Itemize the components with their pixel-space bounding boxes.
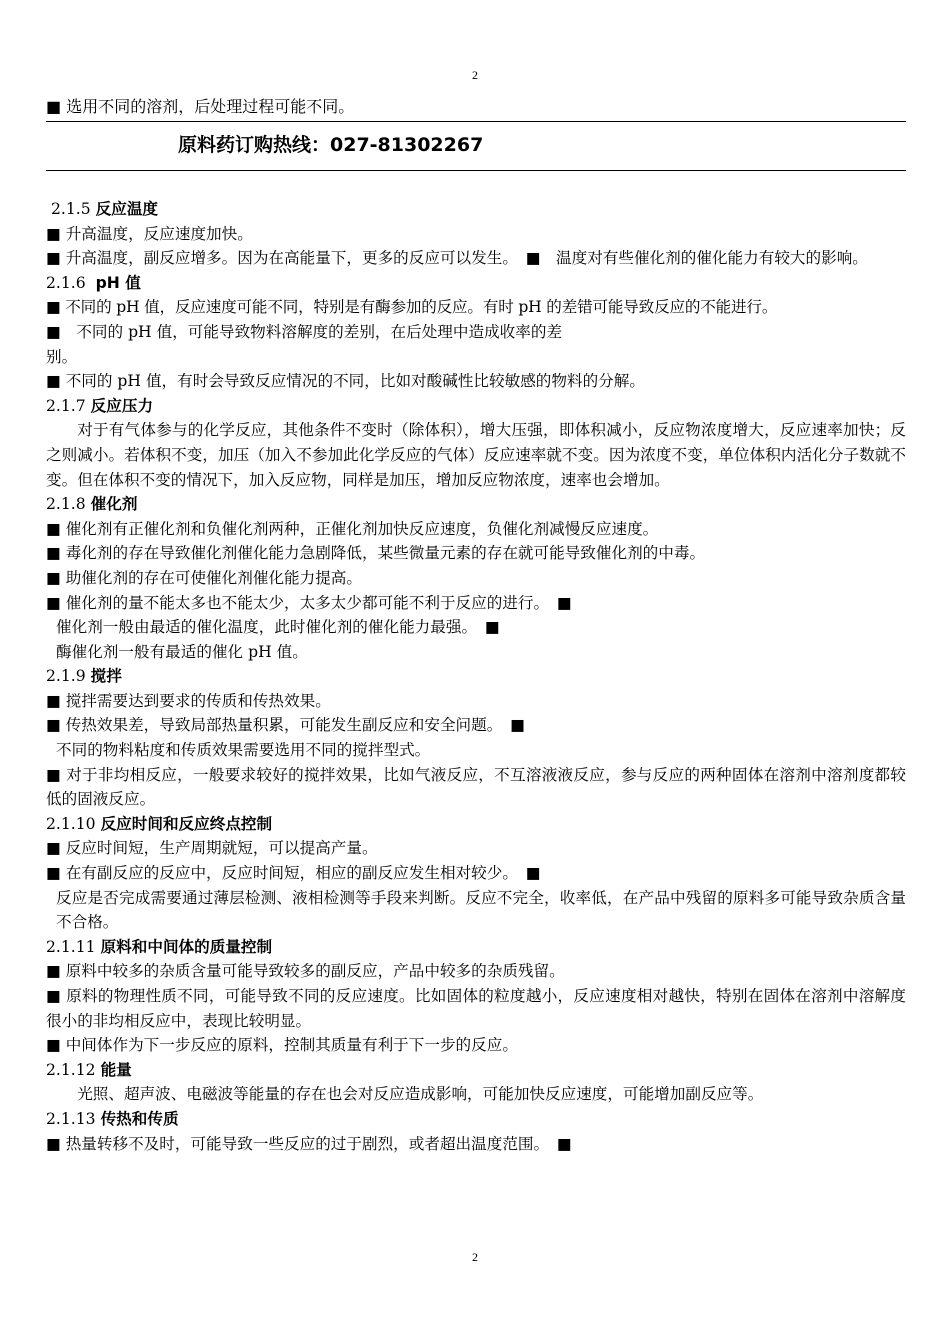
section-heading-2-1-10: 2.1.10 反应时间和反应终点控制 xyxy=(46,814,273,833)
page-number-bottom: 2 xyxy=(472,1250,478,1264)
paragraph: 催化剂一般由最适的催化温度，此时催化剂的催化能力最强。 ■ xyxy=(56,618,500,637)
hotline-banner: 原料药订购热线：027-81302267 xyxy=(178,134,484,156)
paragraph: 对于有气体参与的化学反应，其他条件不变时（除体积），增大压强，即体积减小，反应物浓度增大，反应速率加快；反之则减小。若体积不变，加压（加入不参加此化学反应的气体）反应速率就不变。因为浓度不变，单位体积内活化分子数就不变。但在体积不变的情况下，加入反应物，同样是加压，增加反应物浓度，速率也会增加。 xyxy=(46,421,906,489)
page-number-top: 2 xyxy=(472,68,478,82)
paragraph: 反应是否完成需要通过薄层检测、液相检测等手段来判断。反应不完全，收率低，在产品中残留的原料多可能导致杂质含量不合格。 xyxy=(56,888,906,932)
paragraph: ■ 中间体作为下一步反应的原料，控制其质量有利于下一步的反应。 xyxy=(46,1036,518,1055)
paragraph: ■ 不同的 pH 值，可能导致物料溶解度的差别，在后处理中造成收率的差 xyxy=(46,322,563,341)
section-heading-2-1-5: 2.1.5 反应温度 xyxy=(50,200,159,218)
paragraph: ■ 助催化剂的存在可使催化剂催化能力提高。 xyxy=(46,568,362,587)
section-heading-2-1-8: 2.1.8 催化剂 xyxy=(46,495,138,514)
paragraph: ■ 传热效果差，导致局部热量积累，可能发生副反应和安全问题。 ■ xyxy=(46,716,525,735)
section-heading-2-1-13: 2.1.13 传热和传质 xyxy=(46,1109,179,1128)
paragraph: ■ 热量转移不及时，可能导致一些反应的过于剧烈，或者超出温度范围。 ■ xyxy=(46,1134,572,1153)
paragraph: ■ 升高温度，反应速度加快。 xyxy=(46,224,253,243)
document-body xyxy=(46,197,906,1156)
intro-line: ■ 选用不同的溶剂，后处理过程可能不同。 xyxy=(46,97,355,116)
divider-top xyxy=(46,121,906,122)
paragraph: ■ 催化剂有正催化剂和负催化剂两种，正催化剂加快反应速度，负催化剂减慢反应速度。 xyxy=(46,519,659,538)
section-heading-2-1-12: 2.1.12 能量 xyxy=(46,1060,132,1079)
paragraph: ■ 升高温度，副反应增多。因为在高能量下，更多的反应可以发生。 ■ 温度对有些催化剂的催化能力有较大的影响。 xyxy=(46,249,868,268)
paragraph: ■ 催化剂的量不能太多也不能太少，太多太少都可能不利于反应的进行。 ■ xyxy=(46,593,572,612)
paragraph: ■ 搅拌需要达到要求的传质和传热效果。 xyxy=(46,691,331,710)
paragraph: ■ 反应时间短，生产周期就短，可以提高产量。 xyxy=(46,839,378,858)
section-heading-2-1-9: 2.1.9 搅拌 xyxy=(46,667,122,686)
paragraph: ■ 原料的物理性质不同，可能导致不同的反应速度。比如固体的粒度越小，反应速度相对越快，特别在固体在溶剂中溶解度很小的非均相反应中，表现比较明显。 xyxy=(46,987,906,1030)
divider-bottom xyxy=(46,170,906,171)
paragraph: ■ 不同的 pH 值，有时会导致反应情况的不同，比如对酸碱性比较敏感的物料的分解。 xyxy=(46,372,645,391)
paragraph: ■ 原料中较多的杂质含量可能导致较多的副反应，产品中较多的杂质残留。 xyxy=(46,962,565,981)
paragraph: ■ 不同的 pH 值，反应速度可能不同，特别是有酶参加的反应。有时 pH 的差错可能导致反应的不能进行。 xyxy=(46,298,778,317)
paragraph: ■ 在有副反应的反应中，反应时间短，相应的副反应发生相对较少。 ■ xyxy=(46,864,541,883)
paragraph: 别。 xyxy=(46,347,78,366)
section-heading-2-1-6: 2.1.6 pH 值 xyxy=(46,273,141,292)
section-heading-2-1-7: 2.1.7 反应压力 xyxy=(46,396,154,415)
section-heading-2-1-11: 2.1.11 原料和中间体的质量控制 xyxy=(46,937,273,956)
paragraph: 光照、超声波、电磁波等能量的存在也会对反应造成影响，可能加快反应速度，可能增加副反应等。 xyxy=(77,1085,764,1104)
paragraph: ■ 毒化剂的存在导致催化剂催化能力急剧降低，某些微量元素的存在就可能导致催化剂的中毒。 xyxy=(46,544,706,563)
paragraph: 酶催化剂一般有最适的催化 pH 值。 xyxy=(56,642,308,661)
paragraph: ■ 对于非均相反应，一般要求较好的搅拌效果，比如气液反应，不互溶液液反应，参与反应的两种固体在溶剂中溶剂度都较低的固液反应。 xyxy=(46,765,906,809)
paragraph: 不同的物料粘度和传质效果需要选用不同的搅拌型式。 xyxy=(56,741,431,760)
